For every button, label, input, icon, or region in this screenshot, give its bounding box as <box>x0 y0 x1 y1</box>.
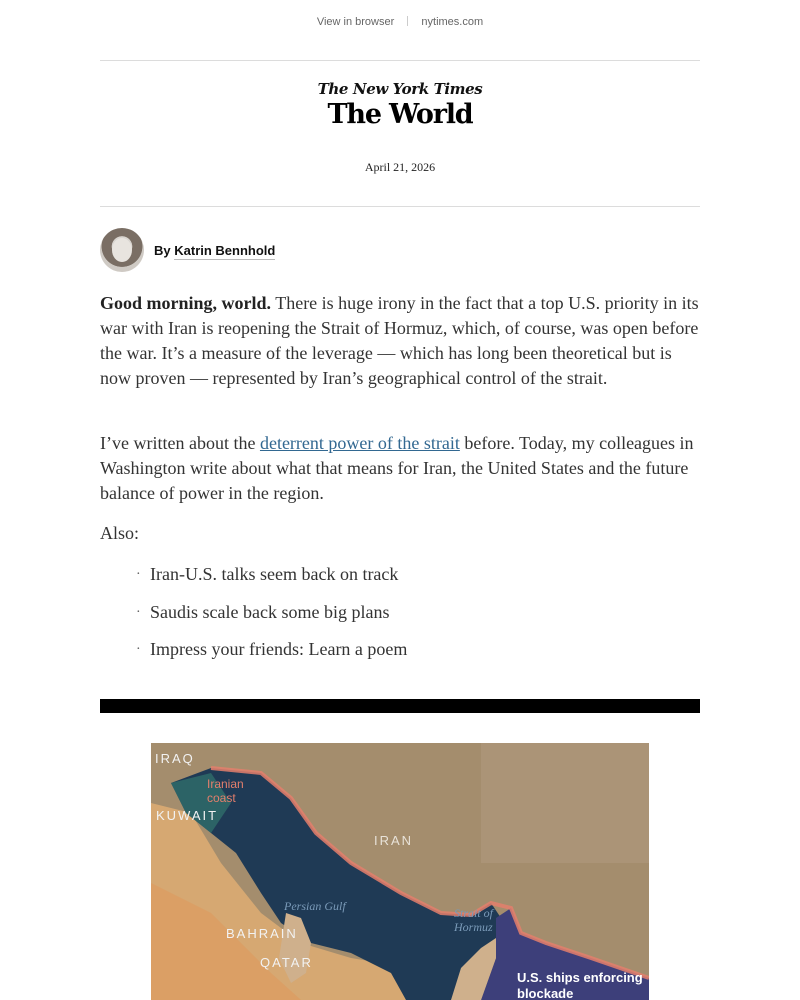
newsletter-title: The World <box>327 99 473 130</box>
top-rule <box>100 60 700 61</box>
label-persian-gulf: Persian Gulf <box>284 899 346 913</box>
byline <box>100 228 275 272</box>
bullet-icon: · <box>136 604 141 620</box>
list-item[interactable] <box>136 637 407 675</box>
bullet-icon: · <box>136 567 141 582</box>
p2-text-before: I’ve written about the <box>100 433 260 453</box>
list-item-label: Saudis scale back some big plans <box>150 601 390 622</box>
divider <box>407 16 408 26</box>
greeting: Good morning, world. <box>100 293 272 313</box>
nytimes-link[interactable]: nytimes.com <box>421 16 484 28</box>
list-item-label: Impress your friends: Learn a poem <box>150 639 408 659</box>
list-item[interactable] <box>136 600 407 638</box>
p2-text-after: before. Today, my colleagues in Washington write about what that means for Iran, the United States and the future balance of power in the region. <box>100 433 694 503</box>
label-iran: IRAN <box>374 833 414 848</box>
author-avatar <box>100 228 144 272</box>
byline-prefix: By <box>154 242 171 258</box>
masthead <box>0 80 800 130</box>
bullet-icon: · <box>136 642 141 657</box>
author-link[interactable]: Katrin Bennhold <box>174 242 276 258</box>
masthead-rule <box>100 206 700 207</box>
paragraph-2 <box>100 431 702 506</box>
byline-text <box>154 243 275 258</box>
label-bahrain: BAHRAIN <box>226 926 298 941</box>
headline-list <box>136 562 407 675</box>
list-item[interactable] <box>136 562 407 600</box>
intro-text: There is huge irony in the fact that a top U.S. priority in its war with Iran is reopening the Strait of Hormuz, which, of course, was open before the war. It’s a measure of the leverage — which has long been theoretical but is now proven — represented by Iran’s geographical control of the strait. <box>100 293 699 388</box>
view-in-browser-link[interactable]: View in browser <box>316 16 395 28</box>
deterrent-power-link[interactable]: deterrent power of the strait <box>259 433 460 453</box>
label-kuwait: KUWAIT <box>156 808 219 823</box>
nyt-logo[interactable]: The New York Times <box>317 80 483 98</box>
intro-paragraph <box>100 291 702 391</box>
section-divider-bar <box>100 699 700 713</box>
top-links <box>0 16 800 28</box>
list-item-label: Iran-U.S. talks seem back on track <box>150 564 399 584</box>
issue-date: April 21, 2026 <box>364 160 436 174</box>
label-strait-of-hormuz: Strait of Hormuz <box>454 906 494 934</box>
label-qatar: QATAR <box>260 955 313 970</box>
strait-of-hormuz-map[interactable] <box>151 743 649 1000</box>
label-iranian-coast: Iranian coast <box>207 777 244 805</box>
also-label: Also: <box>100 523 140 543</box>
label-us-ships-blockade: U.S. ships enforcing blockade <box>517 970 643 1000</box>
label-iraq: IRAQ <box>155 751 195 766</box>
